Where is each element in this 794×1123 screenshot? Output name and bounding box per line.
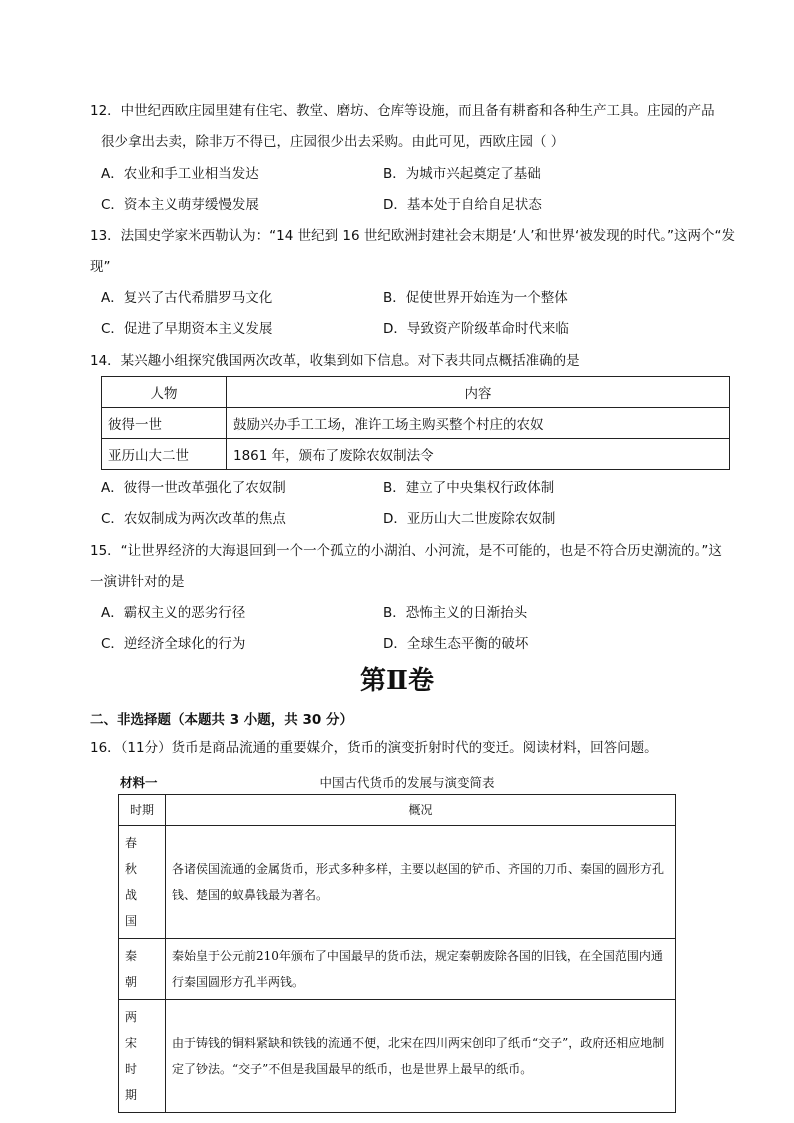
table-cell: 1861 年，颁布了废除农奴制法令 bbox=[227, 439, 730, 470]
q14-option-b: B．建立了中央集权行政体制 bbox=[383, 480, 555, 496]
q13-option-d: D．导致资产阶级革命时代来临 bbox=[383, 321, 569, 337]
table-row bbox=[119, 826, 676, 939]
table-period-cell bbox=[119, 826, 166, 939]
q15-option-a: A．霸权主义的恶劣行径 bbox=[101, 605, 246, 621]
q16-stem: 16．（11分）货币是商品流通的重要媒介，货币的演变折射时代的变迁。阅读材料，回答问题。 bbox=[90, 740, 658, 756]
q15-option-c: C．逆经济全球化的行为 bbox=[101, 636, 246, 652]
table-header-cell: 时期 bbox=[119, 795, 166, 826]
table-period-cell bbox=[119, 939, 166, 1000]
q15-option-d: D．全球生态平衡的破坏 bbox=[383, 636, 529, 652]
table-row bbox=[119, 1000, 676, 1113]
period-label: 秦朝 bbox=[125, 949, 144, 989]
q15-stem-line2: 一演讲针对的是 bbox=[90, 574, 185, 590]
q14-option-c: C．农奴制成为两次改革的焦点 bbox=[101, 511, 286, 527]
table-period-cell bbox=[119, 1000, 166, 1113]
table-row bbox=[102, 408, 730, 439]
q13-option-c: C．促进了早期资本主义发展 bbox=[101, 321, 273, 337]
q12-stem-line1: 12．中世纪西欧庄园里建有住宅、教堂、磨坊、仓库等设施，而且备有耕畜和各种生产工具。庄园的产品 bbox=[90, 103, 715, 119]
q14-option-d: D．亚历山大二世废除农奴制 bbox=[383, 511, 556, 527]
q13-stem-line2: 现” bbox=[90, 259, 111, 275]
period-label: 春 秋 战国 bbox=[125, 836, 144, 928]
table-row bbox=[119, 939, 676, 1000]
table-cell: 鼓励兴办手工工场，准许工场主购买整个村庄的农奴 bbox=[227, 408, 730, 439]
table-header-cell: 内容 bbox=[227, 377, 730, 408]
table-cell: 亚历山大二世 bbox=[102, 439, 227, 470]
q14-table bbox=[101, 376, 730, 470]
q12-option-b: B．为城市兴起奠定了基础 bbox=[383, 166, 541, 182]
table-header-cell: 概况 bbox=[166, 795, 676, 826]
table-row bbox=[102, 439, 730, 470]
table-cell: 彼得一世 bbox=[102, 408, 227, 439]
period-label: 两 宋 时期 bbox=[125, 1010, 144, 1102]
q14-stem: 14．某兴趣小组探究俄国两次改革，收集到如下信息。对下表共同点概括准确的是 bbox=[90, 353, 580, 369]
q14-option-a: A．彼得一世改革强化了农奴制 bbox=[101, 480, 286, 496]
section-title: 第Ⅱ卷 bbox=[360, 666, 434, 696]
q13-stem-line1: 13．法国史学家米西勒认为：“14 世纪到 16 世纪欧洲封建社会末期是‘人’和世界‘被发现的时代。”这两个“发 bbox=[90, 228, 736, 244]
q12-stem-line2: 很少拿出去卖，除非万不得已，庄园很少出去采购。由此可见，西欧庄园（ ） bbox=[101, 134, 565, 150]
table-header-row bbox=[119, 795, 676, 826]
q12-option-c: C．资本主义萌芽缓慢发展 bbox=[101, 197, 259, 213]
q12-option-d: D．基本处于自给自足状态 bbox=[383, 197, 542, 213]
q13-option-a: A．复兴了古代希腊罗马文化 bbox=[101, 290, 273, 306]
q15-stem-line1: 15．“让世界经济的大海退回到一个一个孤立的小湖泊、小河流，是不可能的，也是不符合历史潮流的。”这 bbox=[90, 543, 722, 559]
material-label: 材料一 bbox=[120, 775, 158, 790]
table-header-cell: 人物 bbox=[102, 377, 227, 408]
table-cell: 各诸侯国流通的金属货币，形式多种多样，主要以赵国的铲币、齐国的刀币、秦国的圆形方孔钱、楚国的蚁鼻钱最为著名。 bbox=[166, 826, 676, 939]
q12-option-a: A．农业和手工业相当发达 bbox=[101, 166, 259, 182]
q13-option-b: B．促使世界开始连为一个整体 bbox=[383, 290, 568, 306]
table-cell: 秦始皇于公元前210年颁布了中国最早的货币法，规定秦朝废除各国的旧钱，在全国范围内通行秦国圆形方孔半两钱。 bbox=[166, 939, 676, 1000]
material-table bbox=[118, 794, 676, 1113]
table-header-row bbox=[102, 377, 730, 408]
material-title: 中国古代货币的发展与演变简表 bbox=[319, 775, 495, 790]
q15-option-b: B．恐怖主义的日渐抬头 bbox=[383, 605, 528, 621]
section2-heading: 二、非选择题（本题共 3 小题，共 30 分） bbox=[90, 712, 353, 728]
table-cell: 由于铸钱的铜料紧缺和铁钱的流通不便，北宋在四川两宋创印了纸币“交子”，政府还相应地制定了钞法。“交子”不但是我国最早的纸币，也是世界上最早的纸币。 bbox=[166, 1000, 676, 1113]
